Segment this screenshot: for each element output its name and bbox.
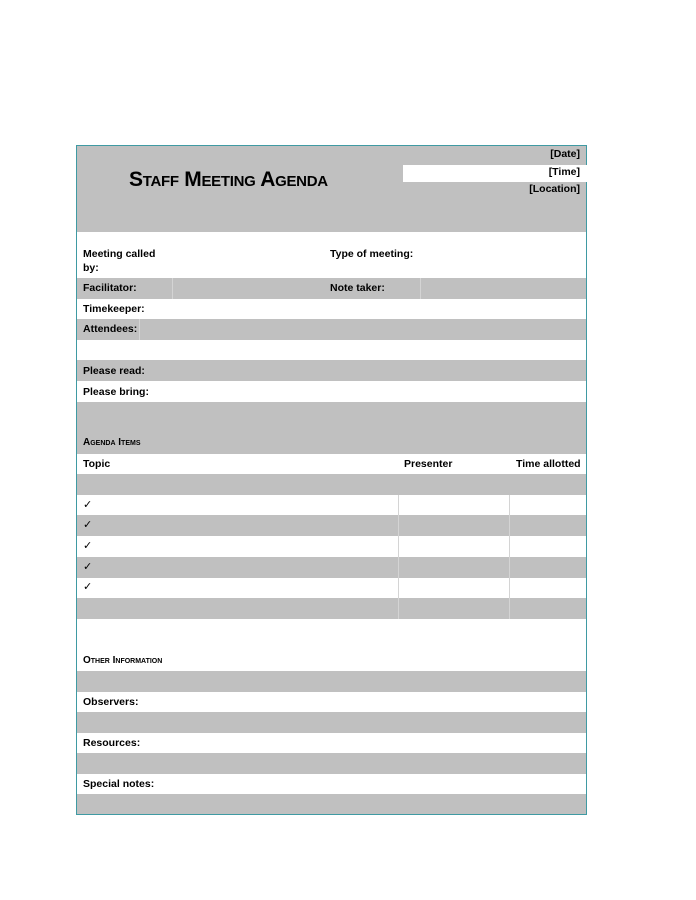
observers-label: Observers:	[83, 696, 139, 708]
checkmark-icon: ✓	[83, 561, 93, 573]
meeting-called-by-label: Meeting called by:	[83, 248, 156, 274]
column-topic: Topic	[83, 458, 111, 470]
presenter-column-divider	[398, 495, 399, 619]
agenda-section-title: Agenda Items	[83, 437, 141, 448]
page-title: Staff Meeting Agenda	[129, 168, 328, 191]
row-divider	[420, 278, 421, 299]
agenda-section-band	[77, 402, 586, 454]
resources-label: Resources:	[83, 737, 141, 749]
agenda-form	[76, 145, 587, 815]
time-placeholder[interactable]: [Time]	[548, 166, 580, 178]
time-column-divider	[509, 495, 510, 619]
type-of-meeting-label: Type of meeting:	[330, 248, 414, 260]
other-row	[77, 671, 586, 692]
checkmark-icon: ✓	[83, 581, 93, 593]
note-taker-label: Note taker:	[330, 282, 385, 294]
please-read-label: Please read:	[83, 365, 145, 377]
checkmark-icon: ✓	[83, 499, 93, 511]
attendees-row	[77, 319, 586, 340]
agenda-row	[77, 474, 586, 495]
column-presenter: Presenter	[404, 458, 453, 470]
other-section-title: Other Information	[83, 655, 163, 666]
please-read-row	[77, 360, 586, 381]
timekeeper-label: Timekeeper:	[83, 303, 145, 315]
please-bring-label: Please bring:	[83, 386, 149, 398]
row-divider	[139, 319, 140, 340]
other-row	[77, 753, 586, 774]
checkmark-icon: ✓	[83, 540, 93, 552]
special-notes-label: Special notes:	[83, 778, 155, 790]
row-divider	[172, 278, 173, 299]
date-placeholder[interactable]: [Date]	[550, 148, 580, 160]
checkmark-icon: ✓	[83, 519, 93, 531]
facilitator-label: Facilitator:	[83, 282, 137, 294]
other-row	[77, 794, 586, 814]
other-row	[77, 712, 586, 733]
location-placeholder[interactable]: [Location]	[529, 183, 580, 195]
attendees-label: Attendees:	[83, 323, 138, 335]
column-time-allotted: Time allotted	[516, 458, 581, 470]
